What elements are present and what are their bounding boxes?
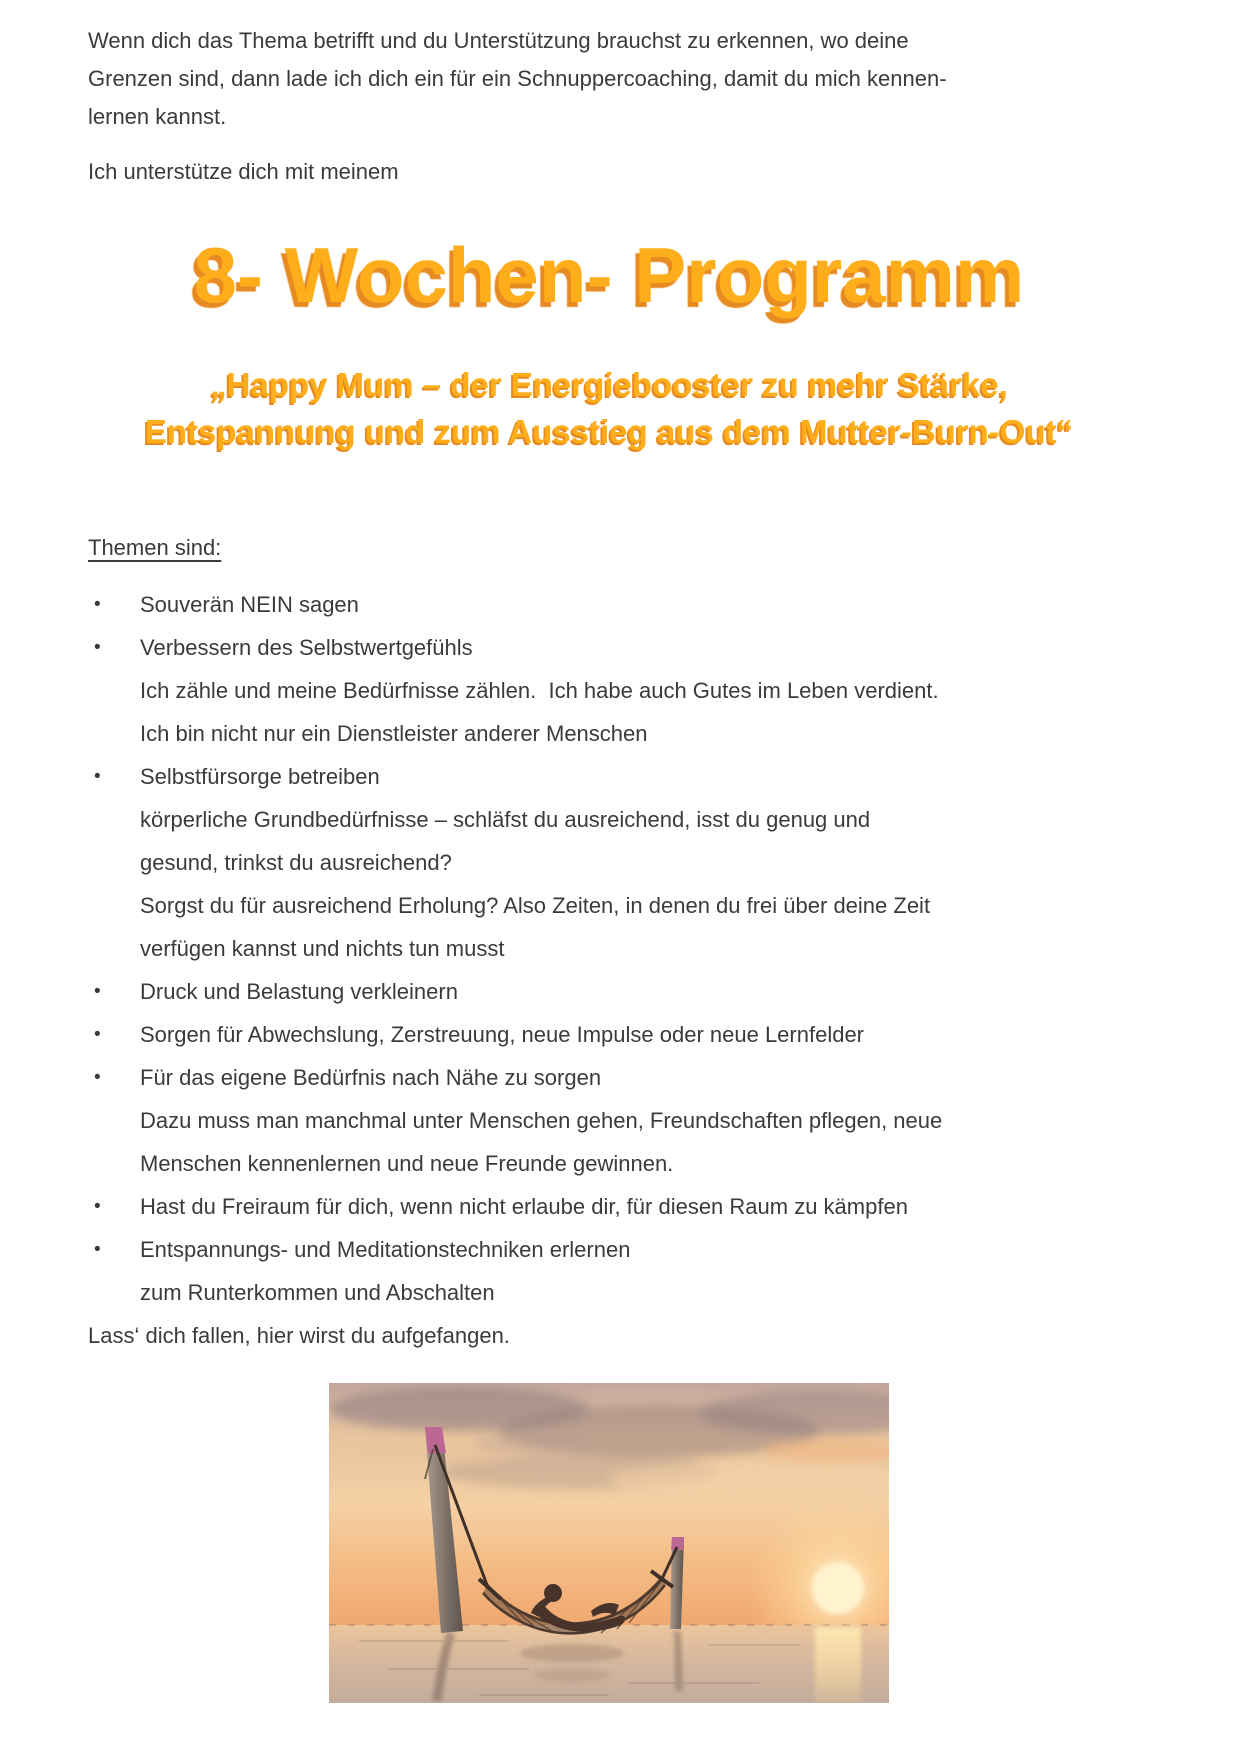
wordart-title: 8- Wochen- Programm [193,231,1025,319]
bullet-line: Ich zähle und meine Bedürfnisse zählen. Ich habe auch Gutes im Leben verdient. [140,678,939,703]
bullet-line: körperliche Grundbedürfnisse – schläfst du ausreichend, isst du genug und [140,807,871,832]
bullet-marker: • [94,766,101,787]
bullet-marker: • [94,1067,101,1088]
bullet-line: Druck und Belastung verkleinern [140,979,458,1004]
bullet-line: gesund, trinkst du ausreichend? [140,850,452,875]
bullet-line: Entspannungs- und Meditationstechniken erlernen [140,1237,631,1262]
bullet-line: Menschen kennenlernen und neue Freunde gewinnen. [140,1151,674,1176]
bullet-item [88,583,1130,626]
bullet-item [88,755,1130,970]
themes-bullet-list [88,583,1130,1314]
bullet-line: Souverän NEIN sagen [140,592,359,617]
bullet-lines [140,1228,1130,1314]
closing-text: Lass‘ dich fallen, hier wirst du aufgefangen. [88,1323,510,1348]
bullet-line: Hast du Freiraum für dich, wenn nicht erlaube dir, für diesen Raum zu kämpfen [140,1194,908,1219]
bullet-marker: • [94,594,101,615]
themes-heading [88,529,1130,567]
bullet-lines [140,970,1130,1013]
bullet-marker: • [94,1196,101,1217]
bullet-line: verfügen kannst und nichts tun musst [140,936,505,961]
bullet-line: Für das eigene Bedürfnis nach Nähe zu sorgen [140,1065,602,1090]
bullet-line: Sorgst du für ausreichend Erholung? Also Zeiten, in denen du frei über deine Zeit [140,893,931,918]
bullet-line: Verbessern des Selbstwertgefühls [140,635,473,660]
bullet-marker: • [94,1024,101,1045]
wordart-subtitle-line: Entspannung und zum Ausstieg aus dem Mutter-Burn-Out“ [144,413,1074,450]
bullet-item [88,1013,1130,1056]
bullet-item [88,1228,1130,1314]
bullet-lines [140,583,1130,626]
intro-paragraph [88,22,1130,136]
bullet-lines [140,1013,1130,1056]
bullet-marker: • [94,1239,101,1260]
sea [329,1625,889,1703]
hammock-sunset-photo [329,1383,889,1703]
bullet-line: Selbstfürsorge betreiben [140,764,380,789]
bullet-lines [140,1056,1130,1185]
wordart-subtitle-line: „Happy Mum – der Energiebooster zu mehr Stärke, [210,366,1008,403]
wordart-subtitle [88,361,1130,455]
intro-line: Wenn dich das Thema betrifft und du Unterstützung brauchst zu erkennen, wo deine [88,28,909,53]
intro-lead-in: Ich unterstütze dich mit meinem [88,159,399,184]
bullet-item [88,1185,1130,1228]
bullet-lines [140,755,1130,970]
bullet-item [88,1056,1130,1185]
bullet-item [88,626,1130,755]
bullet-lines [140,626,1130,755]
bullet-line: zum Runterkommen und Abschalten [140,1280,495,1305]
hammock-sunset-illustration [329,1383,889,1703]
themes-heading-text: Themen sind: [88,535,222,560]
bullet-item [88,970,1130,1013]
bullet-line: Ich bin nicht nur ein Dienstleister anderer Menschen [140,721,648,746]
bullet-line: Dazu muss man manchmal unter Menschen gehen, Freundschaften pflegen, neue [140,1108,943,1133]
bullet-line: Sorgen für Abwechslung, Zerstreuung, neue Impulse oder neue Lernfelder [140,1022,865,1047]
bullet-marker: • [94,981,101,1002]
bullet-marker: • [94,637,101,658]
bullet-lines [140,1185,1130,1228]
sun [812,1562,864,1614]
intro-line: Grenzen sind, dann lade ich dich ein für ein Schnuppercoaching, damit du mich kennen- [88,66,947,91]
sun-reflection [815,1627,861,1703]
intro-line: lernen kannst. [88,104,227,129]
